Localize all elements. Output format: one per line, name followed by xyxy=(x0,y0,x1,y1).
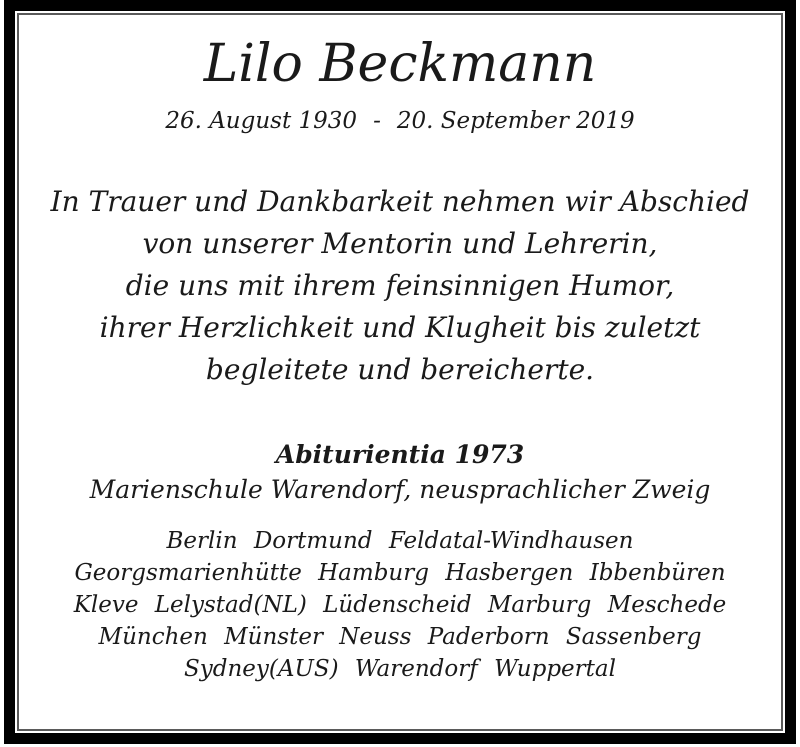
death-date: 20. September 2019 xyxy=(396,108,635,134)
city-line: Sydney(AUS) Warendorf Wuppertal xyxy=(184,656,616,682)
tribute-line: von unserer Mentorin und Lehrerin, xyxy=(142,227,658,260)
city-list xyxy=(74,525,727,685)
life-dates xyxy=(165,107,634,135)
deceased-name: Lilo Beckmann xyxy=(203,34,597,94)
dates-separator: - xyxy=(373,108,381,134)
tribute-line: die uns mit ihrem feinsinnigen Humor, xyxy=(125,269,675,302)
tribute-line: ihrer Herzlichkeit und Klugheit bis zuletzt xyxy=(99,311,701,344)
tribute-line: begleitete und bereicherte. xyxy=(205,353,595,386)
notice-inner-frame xyxy=(17,13,783,731)
mourning-group xyxy=(90,437,711,507)
city-line: München Münster Neuss Paderborn Sassenberg xyxy=(98,624,702,650)
birth-date: 26. August 1930 xyxy=(165,108,358,134)
school-line: Marienschule Warendorf, neusprachlicher Zweig xyxy=(89,475,711,504)
tribute-line: In Trauer und Dankbarkeit nehmen wir Abschied xyxy=(50,185,750,218)
city-line: Georgsmarienhütte Hamburg Hasbergen Ibbenbüren xyxy=(74,560,726,586)
notice-border-frame xyxy=(4,0,796,744)
tribute-text xyxy=(51,181,750,391)
group-title: Abiturientia 1973 xyxy=(275,440,525,469)
city-line: Kleve Lelystad(NL) Lüdenscheid Marburg Meschede xyxy=(73,592,727,618)
city-line: Berlin Dortmund Feldatal-Windhausen xyxy=(166,528,634,554)
